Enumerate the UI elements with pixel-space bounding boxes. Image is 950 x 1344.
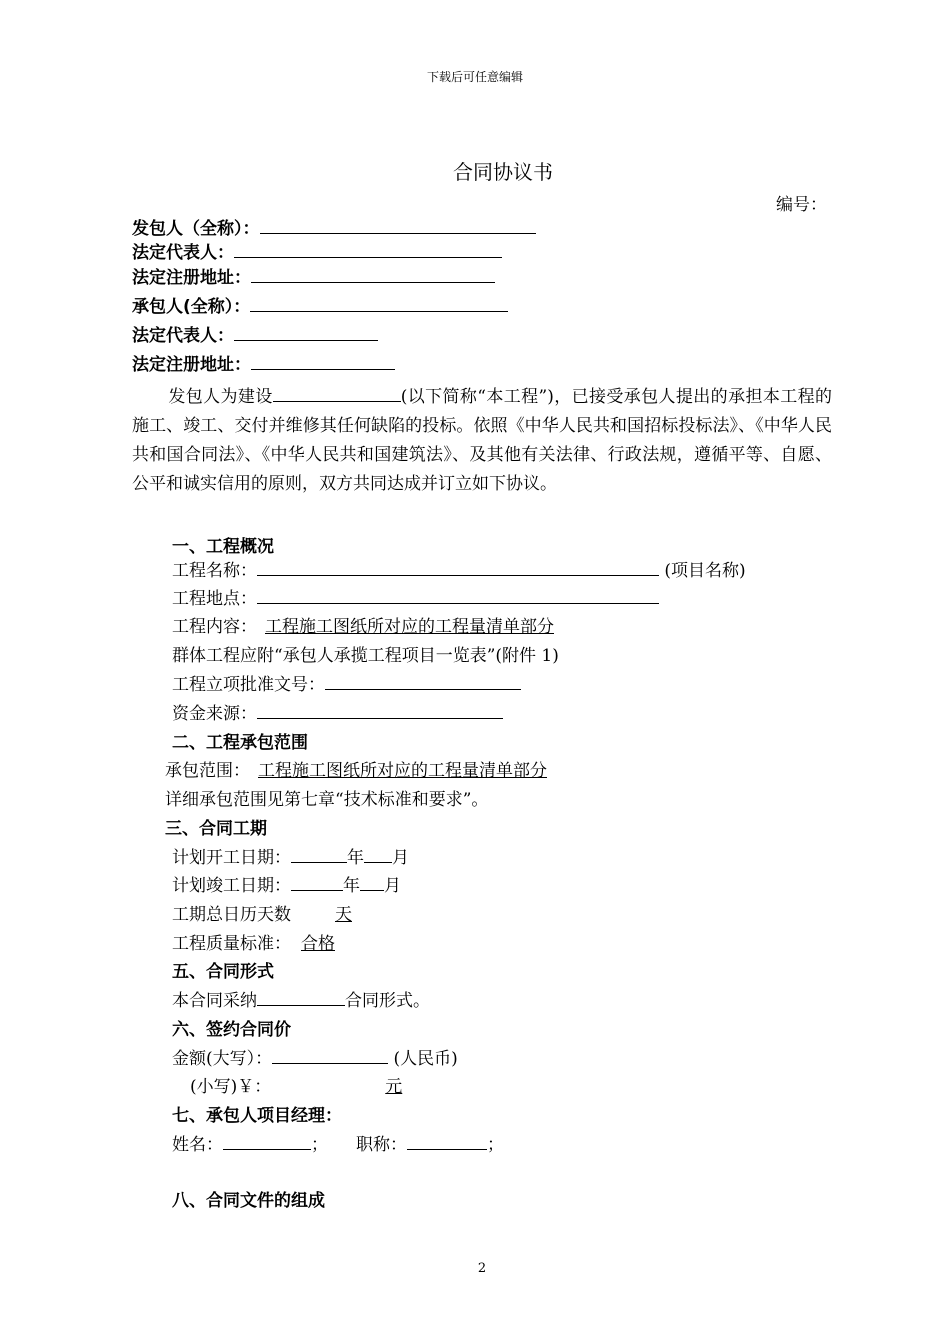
quality-label: 工程质量标准： <box>172 934 291 954</box>
employer-label: 发包人（全称）： <box>132 219 260 239</box>
group-project-note: 群体工程应附“承包人承揽工程项目一览表”(附件 1) <box>172 646 559 666</box>
end-date-label: 计划竣工日期： <box>172 876 291 896</box>
contract-form-text-2: 合同形式。 <box>345 991 430 1011</box>
page-number: 2 <box>477 1261 487 1276</box>
start-month-unit: 月 <box>392 848 409 868</box>
contractor-blank[interactable] <box>250 295 508 312</box>
employer-rep-blank[interactable] <box>234 241 502 258</box>
employer-address-label: 法定注册地址： <box>132 268 251 288</box>
price-lower-label: (小写)￥： <box>190 1077 272 1097</box>
project-name-row <box>172 556 746 581</box>
employer-rep-field <box>132 238 502 263</box>
approval-number-blank[interactable] <box>325 673 521 690</box>
scope-row <box>165 756 594 781</box>
manager-name-label: 姓名： <box>172 1135 223 1155</box>
contract-number-label: 编号： <box>776 195 827 215</box>
price-lower-value[interactable]: 元 <box>385 1077 403 1097</box>
manager-name-blank[interactable] <box>223 1133 311 1150</box>
start-date-row <box>172 843 409 868</box>
manager-row <box>172 1130 504 1155</box>
approval-number-label: 工程立项批准文号： <box>172 675 325 695</box>
section-3-heading: 三、合同工期 <box>165 819 267 839</box>
employer-blank[interactable] <box>260 217 536 234</box>
project-content-row <box>172 612 659 637</box>
section-7-heading: 七、承包人项目经理： <box>172 1106 342 1126</box>
contractor-address-field <box>132 350 395 375</box>
employer-rep-label: 法定代表人： <box>132 243 234 263</box>
project-content-value: 工程施工图纸所对应的工程量清单部分 <box>265 617 554 637</box>
employer-address-blank[interactable] <box>251 266 495 283</box>
contractor-address-blank[interactable] <box>251 353 395 370</box>
price-upper-label: 金额(大写）： <box>172 1049 273 1069</box>
total-days-row <box>172 900 357 925</box>
manager-title-label: 职称： <box>356 1135 407 1155</box>
employer-address-field <box>132 263 495 288</box>
section-8-heading: 八、合同文件的组成 <box>172 1191 325 1211</box>
price-lower-row <box>190 1072 405 1097</box>
project-location-row <box>172 584 659 609</box>
end-date-row <box>172 871 401 896</box>
scope-detail: 详细承包范围见第七章“技术标准和要求”。 <box>165 790 489 810</box>
fund-source-row <box>172 699 503 724</box>
end-year-blank[interactable] <box>291 874 343 891</box>
intro-paragraph <box>132 383 832 499</box>
header-note: 下载后可任意编辑 <box>426 70 523 84</box>
project-name-note: (项目名称) <box>664 561 746 581</box>
scope-label: 承包范围： <box>165 761 250 781</box>
project-name-label: 工程名称： <box>172 561 257 581</box>
price-upper-note: (人民币) <box>393 1049 458 1069</box>
contract-form-blank[interactable] <box>257 989 345 1006</box>
project-location-label: 工程地点： <box>172 589 257 609</box>
section-2-heading: 二、工程承包范围 <box>172 733 308 753</box>
fund-source-blank[interactable] <box>257 702 503 719</box>
manager-title-blank[interactable] <box>407 1133 487 1150</box>
intro-text-2: (以下简称“本工程”)，已接受承包人提出的承担本工程的施工、竣工、交付并维修其任何缺陷的投标。依照《中华人民共和国招标投标法》、《中华人民共和国合同法》、《中华人民共和国建筑法》、及其他有关法律、行政法规，遵循平等、自愿、公平和诚实信用的原则，双方共同达成并订立如下协议。 <box>132 387 832 494</box>
price-upper-row <box>172 1044 458 1069</box>
contractor-address-label: 法定注册地址： <box>132 355 251 375</box>
contract-form-text-1: 本合同采纳 <box>172 991 257 1011</box>
manager-name-sep: ； <box>311 1135 328 1155</box>
end-month-unit: 月 <box>384 876 401 896</box>
project-location-blank[interactable] <box>257 587 659 604</box>
manager-title-sep: ； <box>487 1135 504 1155</box>
end-month-blank[interactable] <box>360 874 384 891</box>
scope-value: 工程施工图纸所对应的工程量清单部分 <box>258 761 547 781</box>
contractor-field <box>132 292 508 317</box>
employer-field <box>132 214 536 239</box>
total-days-value: 天 <box>335 905 352 925</box>
total-days-label: 工期总日历天数 <box>172 905 291 925</box>
contract-form-row <box>172 986 430 1011</box>
start-date-label: 计划开工日期： <box>172 848 291 868</box>
section-6-heading: 六、签约合同价 <box>172 1020 291 1040</box>
contractor-rep-label: 法定代表人： <box>132 326 234 346</box>
section-1-heading: 一、工程概况 <box>172 537 274 557</box>
end-year-unit: 年 <box>343 876 360 896</box>
contractor-rep-field <box>132 321 378 346</box>
project-content-label: 工程内容： <box>172 617 257 637</box>
project-blank[interactable] <box>273 385 401 402</box>
start-year-unit: 年 <box>347 848 364 868</box>
document-title: 合同协议书 <box>453 160 553 184</box>
intro-text-1: 发包人为建设 <box>168 387 273 407</box>
project-name-blank[interactable] <box>257 559 659 576</box>
section-5-heading: 五、合同形式 <box>172 962 274 982</box>
start-year-blank[interactable] <box>291 846 347 863</box>
approval-number-row <box>172 670 521 695</box>
contractor-rep-blank[interactable] <box>234 324 378 341</box>
quality-row <box>172 929 415 954</box>
quality-value: 合格 <box>301 934 335 954</box>
fund-source-label: 资金来源： <box>172 704 257 724</box>
start-month-blank[interactable] <box>364 846 392 863</box>
contractor-label: 承包人(全称）： <box>132 297 251 317</box>
price-upper-blank[interactable] <box>272 1047 388 1064</box>
